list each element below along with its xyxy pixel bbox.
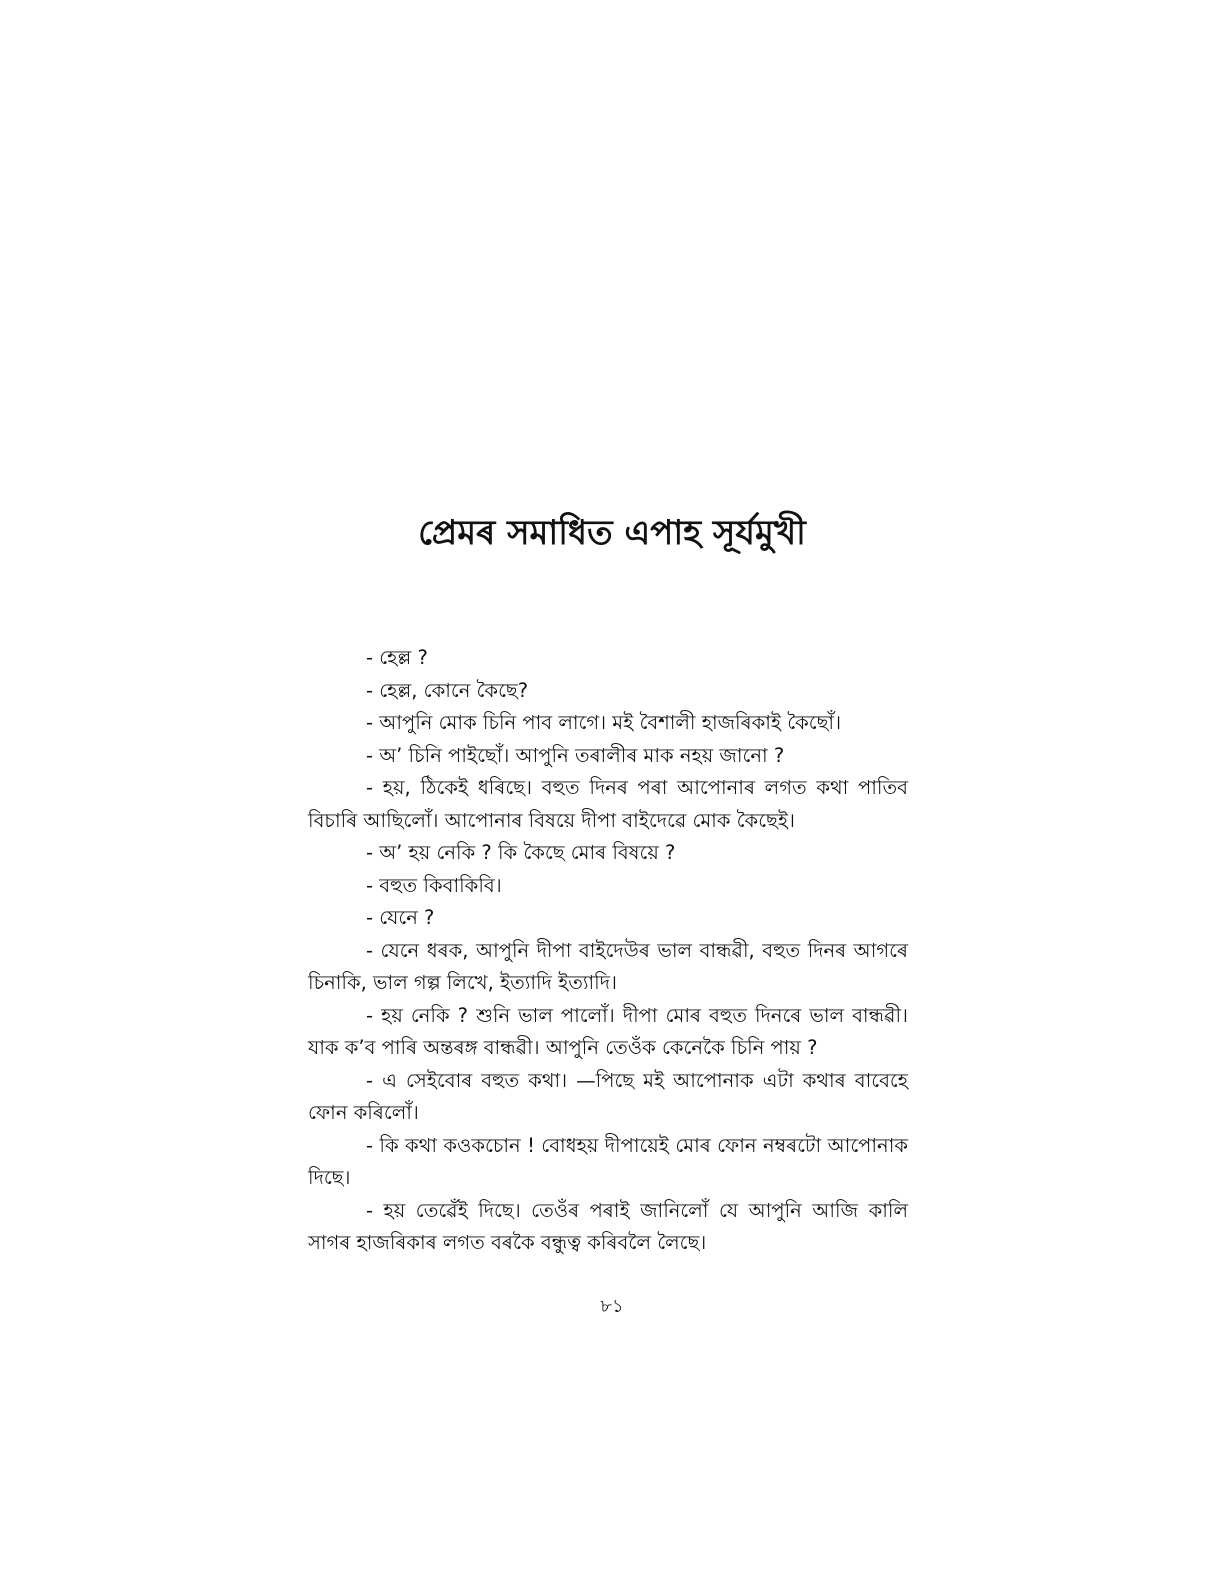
page-number: ৮১ [600, 1296, 624, 1317]
dialogue-line: - হেল্ল, কোনে কৈছে? [366, 678, 529, 702]
dialogue-line: - বহুত কিবাকিবি। [366, 873, 502, 897]
dialogue-line: - হেল্ল ? [366, 646, 428, 669]
dialogue-line: - যেনে ধৰক, আপুনি দীপা বাইদেউৰ ভাল বান্ধৱী, বহুত দিনৰ আগৰে চিনাকি, ভাল গল্প লিখে, ইত্যাদি ইত্যাদি। [308, 938, 908, 994]
chapter-body [308, 642, 908, 1260]
dialogue-line: - অ’ চিনি পাইছোঁ। আপুনি তৰালীৰ মাক নহয় জানো ? [366, 743, 785, 767]
dialogue-line: - হয়, ঠিকেই ধৰিছে। বহুত দিনৰ পৰা আপোনাৰ লগত কথা পাতিব বিচাৰি আছিলোঁ। আপোনাৰ বিষয়ে দীপা বাইদেৱে মোক কৈছেই। [308, 776, 908, 832]
dialogue-line: - এ সেইবোৰ বহুত কথা। —পিছে মই আপোনাক এটা কথাৰ বাবেহে ফোন কৰিলোঁ। [308, 1068, 908, 1124]
dialogue-line: - কি কথা কওকচোন ! বোধহয় দীপায়েই মোৰ ফোন নম্বৰটো আপোনাক দিছে। [308, 1133, 908, 1189]
dialogue-line: - যেনে ? [366, 906, 435, 929]
chapter-title: প্ৰেমৰ সমাধিত এপাহ সূৰ্যমুখী [418, 512, 806, 553]
dialogue-line: - আপুনি মোক চিনি পাব লাগে। মই বৈশালী হাজৰিকাই কৈছোঁ। [366, 711, 842, 734]
dialogue-line: - অ’ হয় নেকি ? কি কৈছে মোৰ বিষয়ে ? [366, 841, 676, 864]
dialogue-line: - হয় নেকি ? শুনি ভাল পালোঁ। দীপা মোৰ বহুত দিনৰে ভাল বান্ধৱী। যাক ক’ব পাৰি অন্তৰঙ্গ বান্ধৱী। আপুনি তেওঁক কেনেকৈ চিনি পায় ? [308, 1003, 908, 1059]
dialogue-line: - হয় তেৱেঁই দিছে। তেওঁৰ পৰাই জানিলোঁ যে আপুনি আজি কালি সাগৰ হাজৰিকাৰ লগত বৰকৈ বন্ধুত্ব কৰিবলৈ লৈছে। [308, 1198, 908, 1254]
